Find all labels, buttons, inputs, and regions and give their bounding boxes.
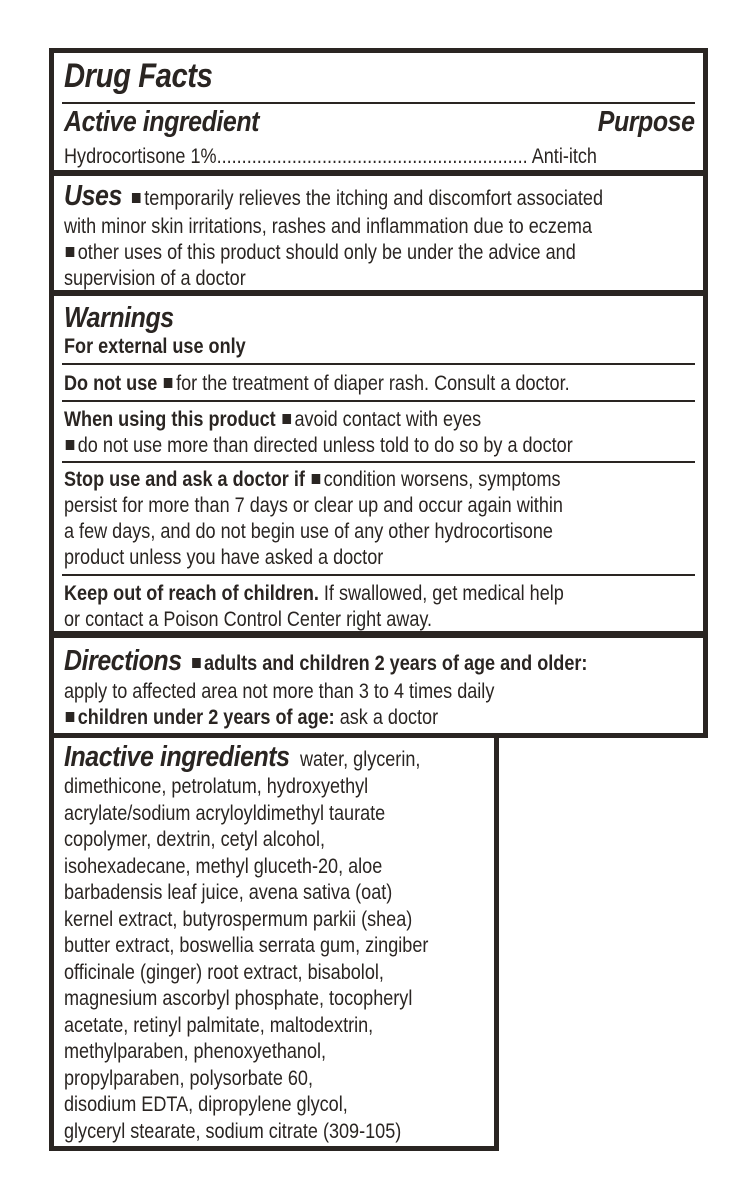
directions-heading: Directions [64, 645, 182, 677]
directions-row-3 [64, 705, 438, 731]
when-using-row-2 [64, 433, 573, 459]
do-not-use-text: for the treatment of diaper rash. Consult a doctor. [176, 372, 570, 395]
do-not-use-label: Do not use [64, 372, 158, 395]
inactive-heading: Inactive ingredients [64, 741, 290, 773]
warnings-section [49, 291, 708, 636]
when-using-label: When using this product [64, 408, 276, 431]
inactive-line: glyceryl stearate, sodium citrate (309-105) [64, 1119, 402, 1143]
active-ingredient-name: Hydrocortisone 1% [64, 145, 217, 168]
divider [62, 400, 695, 402]
adults-label: adults and children 2 years of age and older: [204, 652, 588, 675]
stop-use-row [64, 467, 561, 493]
uses-text: temporarily relieves the itching and discomfort associated [144, 187, 604, 210]
children-text: ask a doctor [339, 706, 439, 729]
children-label: children under 2 years of age: [77, 706, 335, 729]
bullet-icon [66, 440, 75, 450]
when-using-text: avoid contact with eyes [294, 408, 482, 431]
directions-row-1 [64, 645, 588, 677]
uses-line-3 [64, 240, 576, 266]
stop-use-line-4: product unless you have asked a doctor [64, 546, 384, 569]
uses-section [49, 171, 708, 295]
bullet-icon [132, 193, 141, 203]
bullet-icon [282, 414, 291, 424]
inactive-line: butter extract, boswellia serrata gum, zingiber [64, 934, 429, 957]
dot-leader: .............................................................. [216, 145, 528, 168]
inactive-line-1 [64, 741, 421, 773]
when-using-row [64, 407, 481, 433]
directions-row-2: apply to affected area not more than 3 to 4 times daily [64, 680, 495, 703]
bullet-icon [66, 247, 75, 257]
uses-line-2: with minor skin irritations, rashes and inflammation due to eczema [64, 215, 592, 238]
divider [62, 574, 695, 576]
inactive-line: isohexadecane, methyl gluceth-20, aloe [64, 854, 383, 878]
inactive-line: acetate, retinyl palmitate, maltodextrin, [64, 1013, 374, 1037]
keep-out-row [64, 581, 564, 607]
bullet-icon [66, 712, 75, 722]
active-ingredient-heading: Active ingredient [64, 106, 260, 138]
uses-line-1 [64, 180, 604, 212]
bullet-icon [192, 658, 201, 668]
inactive-line: disodium EDTA, dipropylene glycol, [64, 1093, 348, 1116]
drug-facts-header-section [49, 48, 708, 175]
keep-out-label: Keep out of reach of children. [64, 582, 319, 605]
inactive-line: kernel extract, butyrospermum parkii (shea) [64, 907, 413, 931]
directions-section [49, 633, 708, 738]
inactive-line: acrylate/sodium acryloyldimethyl taurate [64, 801, 386, 825]
inactive-text: water, glycerin, [299, 748, 421, 771]
purpose-value: Anti-itch [531, 145, 597, 168]
stop-use-line-2: persist for more than 7 days or clear up and occur again within [64, 494, 563, 517]
do-not-use-row [64, 371, 570, 397]
purpose-heading: Purpose [598, 106, 695, 138]
divider [62, 363, 695, 365]
keep-out-text: If swallowed, get medical help [323, 582, 564, 605]
active-ingredient-row [64, 144, 700, 170]
inactive-line: barbadensis leaf juice, avena sativa (oat) [64, 881, 393, 904]
inactive-line: dimethicone, petrolatum, hydroxyethyl [64, 775, 369, 798]
stop-use-text: condition worsens, symptoms [323, 468, 561, 491]
inactive-line: magnesium ascorbyl phosphate, tocopheryl [64, 987, 413, 1010]
uses-line-4: supervision of a doctor [64, 267, 246, 290]
uses-text: other uses of this product should only be under the advice and [77, 241, 576, 264]
bullet-icon [312, 474, 321, 484]
stop-use-line-3: a few days, and do not begin use of any other hydrocortisone [64, 520, 553, 543]
stop-use-label: Stop use and ask a doctor if [64, 468, 305, 491]
external-use-note: For external use only [64, 335, 246, 358]
inactive-line: copolymer, dextrin, cetyl alcohol, [64, 828, 325, 851]
inactive-line: methylparaben, phenoxyethanol, [64, 1040, 327, 1063]
warnings-heading: Warnings [64, 302, 174, 334]
inactive-ingredients-section [49, 733, 499, 1151]
bullet-icon [164, 378, 173, 388]
divider [62, 461, 695, 463]
keep-out-line-2: or contact a Poison Control Center right away. [64, 608, 433, 631]
divider [62, 102, 695, 104]
uses-heading: Uses [64, 180, 122, 212]
inactive-line: propylparaben, polysorbate 60, [64, 1066, 313, 1090]
when-using-text: do not use more than directed unless told to do so by a doctor [77, 434, 573, 457]
drug-facts-title: Drug Facts [64, 57, 213, 95]
inactive-line: officinale (ginger) root extract, bisabolol, [64, 960, 384, 984]
